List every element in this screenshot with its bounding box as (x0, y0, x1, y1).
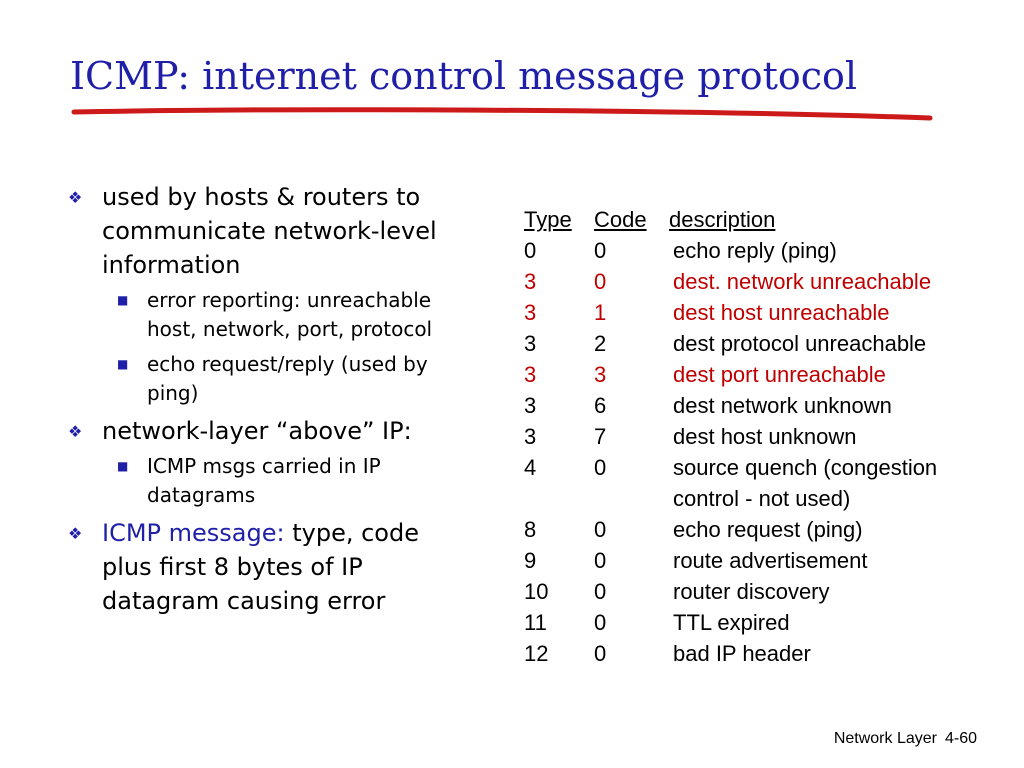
bullet-list (62, 180, 472, 622)
diamond-bullet-icon: ❖ (68, 524, 83, 543)
header-code: Code (594, 207, 647, 232)
cell-type: 3 (524, 300, 537, 325)
cell-code: 7 (594, 424, 607, 449)
bullet-text: network-layer “above” IP: (102, 417, 412, 445)
cell-description: router discovery (673, 579, 830, 604)
cell-type: 3 (524, 362, 537, 387)
cell-type: 3 (524, 269, 537, 294)
cell-description: control - not used) (673, 486, 851, 511)
page-number: 4-60 (944, 730, 977, 747)
bullet-item (62, 180, 472, 282)
cell-description: route advertisement (673, 548, 868, 573)
cell-type: 10 (524, 579, 549, 604)
cell-description: TTL expired (673, 610, 790, 635)
square-bullet-icon: ■ (117, 459, 129, 473)
bullet-item (62, 516, 472, 618)
cell-type: 8 (524, 517, 537, 542)
slide-footer (834, 730, 977, 748)
cell-type: 4 (524, 455, 537, 480)
cell-type: 3 (524, 393, 537, 418)
cell-code: 0 (594, 455, 607, 480)
cell-type: 0 (524, 238, 537, 263)
cell-description: dest protocol unreachable (673, 331, 927, 356)
bullet-text: type, code plus first 8 bytes of IP datagram causing error (102, 519, 419, 615)
sub-bullet-text: error reporting: unreachable host, network, port, protocol (147, 288, 433, 341)
diamond-bullet-icon: ❖ (68, 188, 83, 207)
square-bullet-icon: ■ (117, 293, 129, 307)
cell-code: 0 (594, 269, 607, 294)
cell-code: 2 (594, 331, 607, 356)
cell-description: source quench (congestion (673, 455, 938, 480)
cell-type: 3 (524, 424, 537, 449)
cell-description: echo request (ping) (673, 517, 863, 542)
cell-description: dest port unreachable (673, 362, 886, 387)
cell-description: bad IP header (673, 641, 811, 666)
bullet-highlight: ICMP message: (102, 519, 285, 547)
cell-type: 11 (524, 610, 547, 635)
bullet-item (62, 414, 472, 448)
cell-code: 0 (594, 238, 607, 263)
cell-code: 1 (594, 300, 607, 325)
cell-type: 12 (524, 641, 549, 666)
cell-description: dest host unreachable (673, 300, 890, 325)
cell-code: 0 (594, 517, 607, 542)
sub-bullet-text: ICMP msgs carried in IP datagrams (147, 454, 381, 507)
sub-bullet-text: echo request/reply (used by ping) (147, 352, 428, 405)
sub-bullet-item (62, 286, 472, 344)
diamond-bullet-icon: ❖ (68, 422, 83, 441)
cell-code: 0 (594, 641, 607, 666)
cell-description: echo reply (ping) (673, 238, 837, 263)
cell-code: 0 (594, 548, 607, 573)
header-description: description (669, 207, 776, 232)
sub-bullet-item (62, 350, 472, 408)
cell-type: 9 (524, 548, 537, 573)
cell-type: 3 (524, 331, 537, 356)
title-underline (70, 104, 936, 128)
slide-title: ICMP: internet control message protocol (70, 54, 858, 98)
footer-section: Network Layer (833, 730, 937, 747)
cell-description: dest host unknown (673, 424, 857, 449)
square-bullet-icon: ■ (117, 357, 129, 371)
cell-description: dest network unknown (673, 393, 892, 418)
cell-code: 6 (594, 393, 607, 418)
bullet-text: used by hosts & routers to communicate network-level information (102, 183, 437, 279)
cell-description: dest. network unreachable (673, 269, 932, 294)
cell-code: 0 (594, 610, 607, 635)
sub-bullet-item (62, 452, 472, 510)
cell-code: 0 (594, 579, 607, 604)
header-type: Type (524, 207, 572, 232)
cell-code: 3 (594, 362, 607, 387)
